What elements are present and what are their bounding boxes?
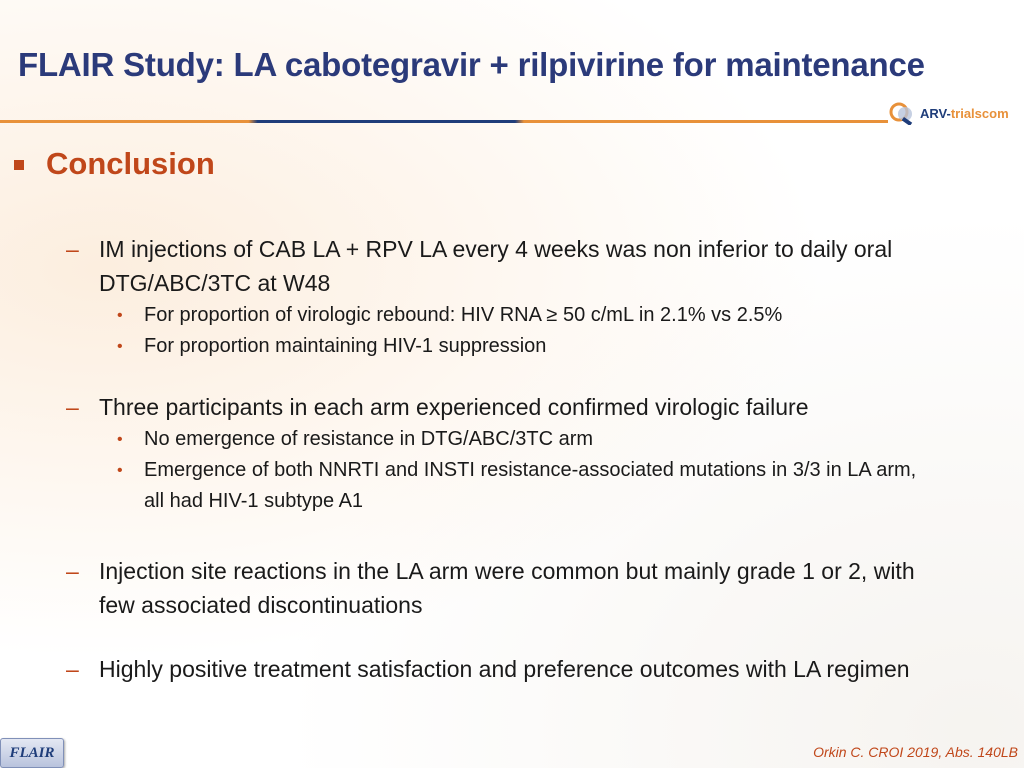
dash-bullet-icon: –	[66, 558, 79, 584]
subpoint-text: No emergence of resistance in DTG/ABC/3TC arm	[144, 428, 594, 450]
sub-list	[99, 424, 996, 517]
list-item	[66, 554, 996, 622]
subpoint-text: Emergence of both NNRTI and INSTI resistance-associated mutations in 3/3 in LA arm, all had HIV-1 subtype A1	[144, 459, 917, 512]
arv-trials-logo	[888, 100, 1018, 126]
citation: Orkin C. CROI 2019, Abs. 140LB	[813, 744, 1018, 760]
logo-text-arv: ARV-	[920, 105, 951, 121]
point-text: Three participants in each arm experienced confirmed virologic failure	[99, 394, 809, 420]
list-item	[66, 390, 996, 517]
logo-text	[920, 106, 1009, 121]
slide-title: FLAIR Study: LA cabotegravir + rilpivirine for maintenance	[18, 46, 925, 83]
flair-badge	[0, 738, 64, 768]
list-item	[66, 232, 996, 362]
logo-mark-icon	[888, 101, 918, 125]
flair-badge-label: FLAIR	[9, 744, 55, 761]
dash-bullet-icon: –	[66, 656, 79, 682]
square-bullet-icon	[14, 160, 24, 170]
sub-list	[99, 300, 996, 362]
section-title: Conclusion	[46, 146, 215, 181]
dash-bullet-icon: –	[66, 236, 79, 262]
point-text: Injection site reactions in the LA arm were common but mainly grade 1 or 2, with few associated discontinuations	[99, 558, 915, 618]
sub-list-item	[99, 331, 996, 362]
dash-bullet-icon: –	[66, 394, 79, 420]
sub-list-item	[99, 300, 996, 331]
dot-bullet-icon: •	[117, 462, 123, 479]
subpoint-text: For proportion of virologic rebound: HIV RNA ≥ 50 c/mL in 2.1% vs 2.5%	[144, 304, 783, 326]
logo-text-trials: trials	[950, 105, 982, 121]
sub-list-item	[99, 455, 996, 517]
logo-text-com: com	[981, 105, 1009, 121]
sub-list-item	[99, 424, 996, 455]
dot-bullet-icon: •	[117, 338, 123, 355]
point-text: IM injections of CAB LA + RPV LA every 4 weeks was non inferior to daily oral DTG/ABC/3TC at W48	[99, 236, 893, 296]
dot-bullet-icon: •	[117, 307, 123, 324]
subpoint-text: For proportion maintaining HIV-1 suppression	[144, 335, 547, 357]
list-item	[66, 652, 996, 686]
point-text: Highly positive treatment satisfaction and preference outcomes with LA regimen	[99, 656, 910, 682]
section-heading	[14, 146, 215, 182]
conclusion-list	[66, 232, 996, 686]
dot-bullet-icon: •	[117, 431, 123, 448]
title-divider	[0, 120, 888, 123]
